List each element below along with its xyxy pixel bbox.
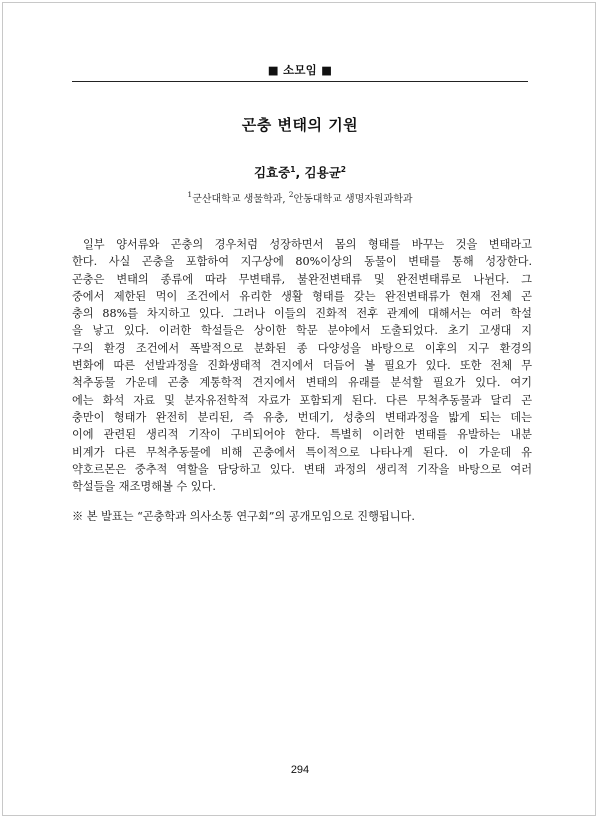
- affiliation-mark: 1: [187, 190, 193, 199]
- page-number: 294: [290, 764, 310, 776]
- author-list: [72, 163, 528, 181]
- abstract-line: 학설들을 재조명해볼 수 있다.: [72, 480, 216, 494]
- abstract-line: 일부 양서류와 곤충의 경우처럼 성장하면서 몸의 형태를 바꾸는 것을 변태라고: [83, 238, 532, 251]
- affiliation-mark: 2: [288, 190, 294, 199]
- section-label: ■ 소모임 ■: [267, 63, 333, 77]
- abstract-line: 변화에 따른 선발과정을 진화생태적 견지에서 더듬어 볼 필요가 있다. 또한 전체 무: [72, 359, 532, 373]
- article-title: 곤충 변태의 기원: [241, 116, 359, 134]
- author-affiliation-mark: 1: [290, 165, 296, 174]
- abstract-line: 곤충은 변태의 종류에 따라 무변태류, 불완전변태류 및 완전변태류로 나뉜다. 그: [72, 272, 532, 286]
- author-separator: ,: [295, 165, 305, 180]
- abstract-line: 약호르몬은 중추적 역할을 담당하고 있다. 변태 과정의 생리적 기작을 바탕으로 여러: [72, 462, 532, 476]
- abstract-line: 을 낳고 있다. 이러한 학설들은 상이한 학문 분야에서 도출되었다. 초기 고생대 지: [72, 324, 532, 338]
- abstract-line: 에는 화석 자료 및 분자유전학적 자료가 포함되게 된다. 다른 무척추동물과 달리 곤: [72, 393, 532, 407]
- author-name: 김효중: [253, 165, 291, 180]
- abstract-paragraph: [72, 236, 532, 495]
- abstract-line: 척추동물 가운데 곤충 계통학적 견지에서 변태의 유래를 분석할 필요가 있다. 여기: [72, 376, 532, 390]
- abstract-line: 중에서 제한된 먹이 조건에서 유리한 생활 형태를 갖는 완전변태류가 현재 전체 곤: [72, 289, 532, 303]
- affiliation-list: [72, 190, 528, 205]
- abstract-line: 충의 88%를 차지하고 있다. 그러나 이들의 진화적 전후 관계에 대해서는 여러 학설: [72, 307, 532, 321]
- abstract-line: 비계가 다른 무척추동물에 비해 곤충에서 특이적으로 나타나게 된다. 이 가운데 유: [72, 445, 532, 459]
- author-name: 김용균: [304, 165, 341, 180]
- affiliation: 안동대학교 생명자원과학과: [293, 194, 413, 205]
- abstract-line: 충만이 형태가 완전히 분리된, 즉 유충, 번데기, 성충의 변태과정을 밟게 되는 데는: [72, 410, 532, 424]
- header-rule: [72, 81, 528, 82]
- abstract-line: 한다. 사실 곤충을 포함하여 지구상에 80%이상의 동물이 변태를 통해 성장한다.: [72, 255, 532, 269]
- abstract-line: 구의 환경 조건에서 폭발적으로 분화된 종 다양성을 바탕으로 이후의 지구 환경의: [72, 341, 532, 355]
- author-affiliation-mark: 2: [340, 165, 346, 174]
- footnote: ※ 본 발표는 “곤충학과 의사소통 연구회”의 공개모임으로 진행됩니다.: [72, 510, 415, 523]
- abstract-line: 이에 관련된 생리적 기작이 구비되어야 한다. 특별히 이러한 변태를 유발하는 내분: [72, 428, 532, 442]
- affiliation: 군산대학교 생물학과,: [192, 194, 289, 205]
